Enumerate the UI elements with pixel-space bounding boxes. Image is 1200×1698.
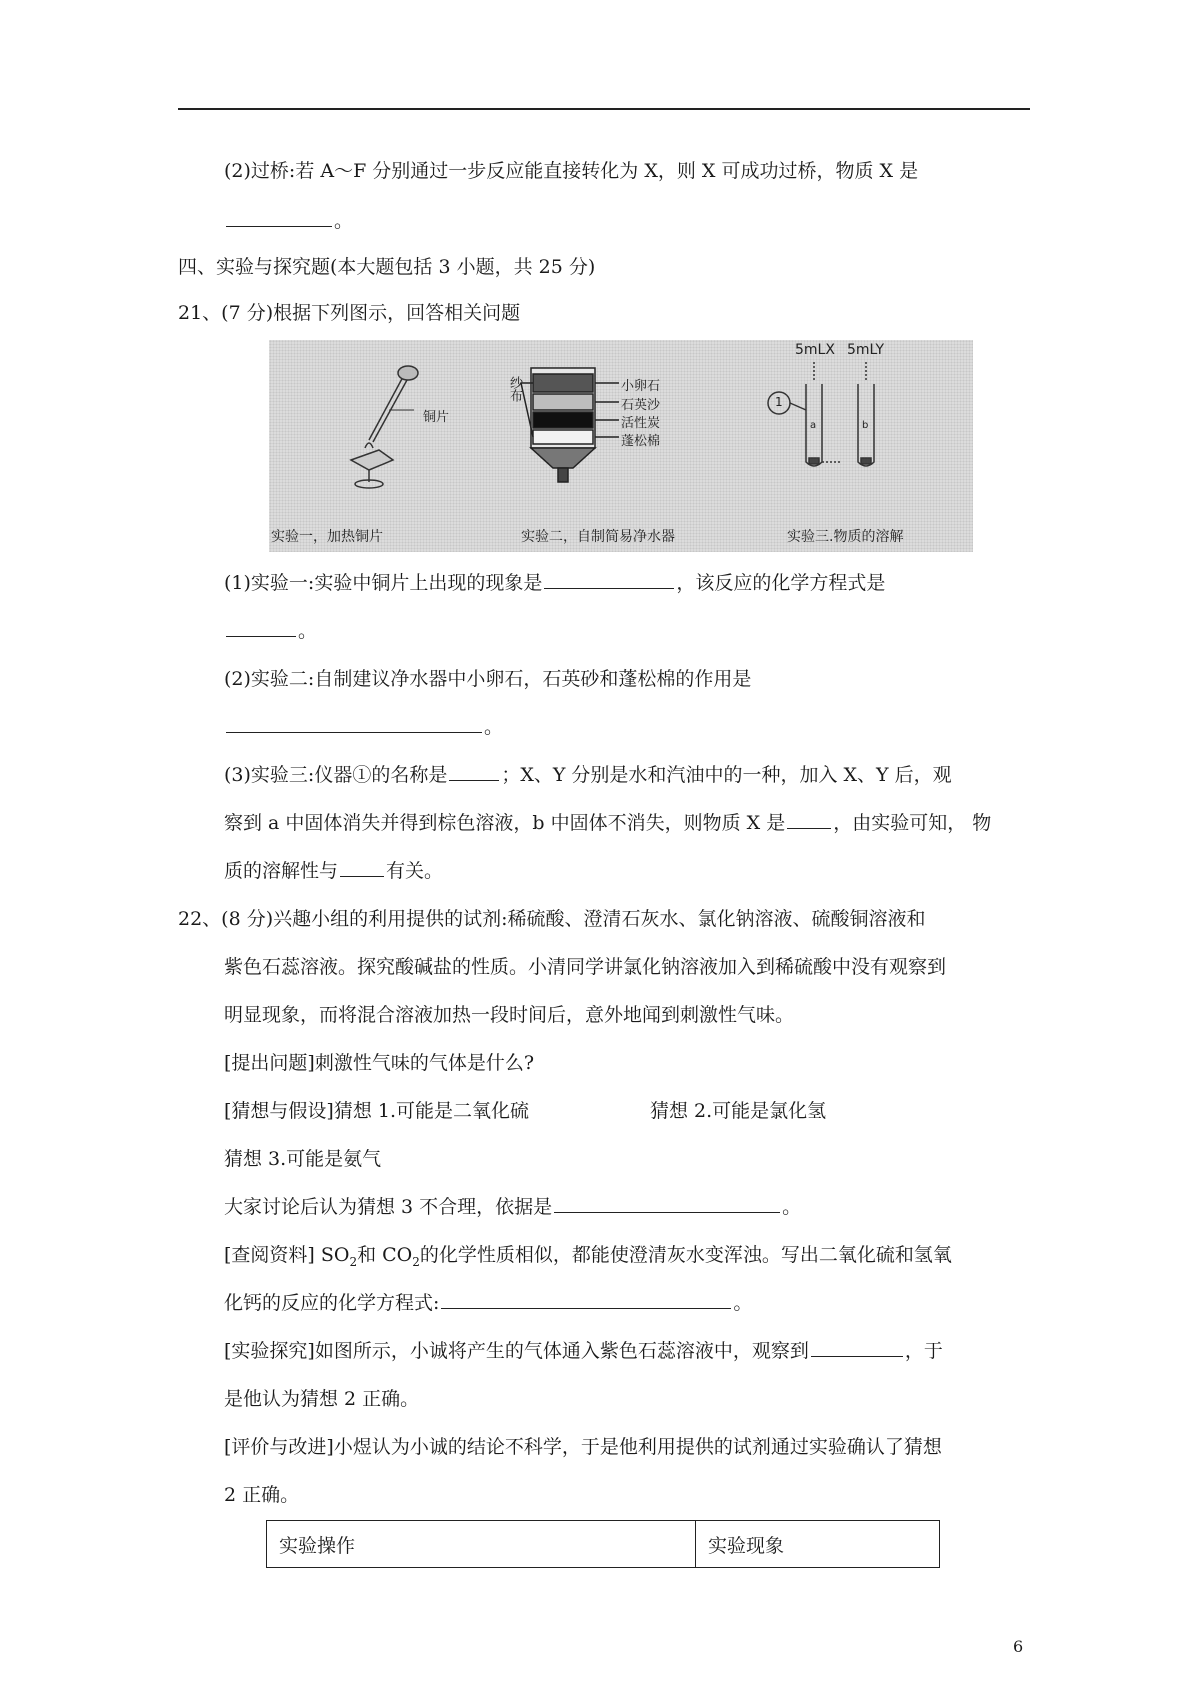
tube-b-label: b [862, 420, 869, 431]
q22-discussion: 大家讨论后认为猜想 3 不合理，依据是 。 [224, 1196, 802, 1218]
answer-blank[interactable] [226, 618, 296, 637]
layer-label: 小卵石 [621, 379, 661, 394]
page-number: 6 [1013, 1637, 1024, 1656]
table-header-phenomenon: 实验现象 [696, 1521, 940, 1568]
tube-a-label: a [810, 420, 817, 431]
q21-part3-line3: 质的溶解性与 有关。 [224, 860, 444, 882]
instrument-marker: 1 [775, 395, 783, 409]
section-title: 四、实验与探究题(本大题包括 3 小题，共 25 分) [178, 256, 596, 278]
q20-part2-line1: (2)过桥:若 A～F 分别通过一步反应能直接转化为 X，则 X 可成功过桥，物质 X 是 [224, 160, 919, 182]
answer-blank[interactable] [787, 810, 831, 829]
q21-part1-line2: 。 [224, 618, 317, 644]
q20-part2-line2: 。 [224, 208, 353, 234]
table-header-row [267, 1521, 940, 1568]
answer-blank[interactable] [449, 762, 499, 781]
answer-blank[interactable] [226, 208, 332, 227]
q22-evaluation-line1: [评价与改进]小煜认为小诚的结论不科学，于是他利用提供的试剂通过实验确认了猜想 [224, 1436, 942, 1458]
q22-reference-line1: [查阅资料] $SO_2$和 $CO_2$的化学性质相似，都能使澄清灰水变浑浊。写出二氧化硫和氢氧 [224, 1244, 952, 1269]
q21-part2-line2: 。 [224, 714, 503, 740]
experiment-1-caption: 实验一，加热铜片 [271, 529, 383, 545]
q21-part3-line1: (3)实验三:仪器①的名称是 ；X、Y 分别是水和汽油中的一种，加入 X、Y 后，观 [224, 764, 952, 786]
question-21-title: 21、(7 分)根据下列图示，回答相关问题 [178, 302, 521, 324]
copper-heating-apparatus [351, 366, 418, 488]
q22-line1: 22、(8 分)兴趣小组的利用提供的试剂:稀硫酸、澄清石灰水、氯化钠溶液、硫酸铜溶液和 [178, 908, 926, 930]
q21-part3-line2: 察到 a 中固体消失并得到棕色溶液，b 中固体不消失，则物质 X 是 ，由实验可知， 物 [224, 812, 992, 834]
q22-line3: 明显现象，而将混合溶液加热一段时间后，意外地闻到刺激性气味。 [224, 1004, 795, 1026]
q21-part1-line1: (1)实验一:实验中铜片上出现的现象是 ，该反应的化学方程式是 [224, 572, 886, 594]
gauze-label: 纱布 [507, 376, 522, 402]
water-purifier-apparatus [521, 368, 619, 482]
q22-question: [提出问题]刺激性气味的气体是什么? [224, 1052, 535, 1074]
q22-experiment-line1: [实验探究]如图所示，小诚将产生的气体通入紫色石蕊溶液中，观察到 ，于 [224, 1340, 943, 1362]
reagent-y-label: 5mLY [847, 342, 885, 358]
copper-sheet-label: 铜片 [423, 410, 450, 425]
experiment-3-caption: 实验三.物质的溶解 [787, 529, 904, 545]
table-header-operation: 实验操作 [267, 1521, 696, 1568]
answer-blank[interactable] [226, 714, 482, 733]
q22-line2: 紫色石蕊溶液。探究酸碱盐的性质。小清同学讲氯化钠溶液加入到稀硫酸中没有观察到 [224, 956, 947, 978]
reagent-x-label: 5mLX [795, 342, 835, 358]
header-rule [178, 108, 1030, 110]
q22-experiment-line2: 是他认为猜想 2 正确。 [224, 1388, 420, 1410]
answer-blank[interactable] [554, 1194, 780, 1213]
q22-hypothesis-2: 猜想 2.可能是氯化氢 [650, 1100, 827, 1122]
q22-hypothesis-line1: [猜想与假设]猜想 1.可能是二氧化硫 [224, 1100, 529, 1122]
answer-blank[interactable] [544, 570, 674, 589]
q21-part2-line1: (2)实验二:自制建议净水器中小卵石，石英砂和蓬松棉的作用是 [224, 668, 752, 690]
experiment-figure [269, 340, 973, 552]
q22-hypothesis-3: 猜想 3.可能是氨气 [224, 1148, 382, 1170]
layer-label: 石英沙 [621, 398, 661, 413]
test-tubes-apparatus [768, 362, 874, 466]
q22-reference-line2: 化钙的反应的化学方程式: 。 [224, 1292, 753, 1314]
answer-blank[interactable] [441, 1290, 731, 1309]
answer-blank[interactable] [340, 858, 384, 877]
experiment-table [266, 1520, 940, 1568]
layer-label: 活性炭 [621, 416, 661, 431]
q22-evaluation-line2: 2 正确。 [224, 1484, 300, 1506]
layer-label: 蓬松棉 [621, 434, 661, 449]
answer-blank[interactable] [811, 1338, 903, 1357]
experiment-2-caption: 实验二，自制简易净水器 [521, 529, 675, 545]
